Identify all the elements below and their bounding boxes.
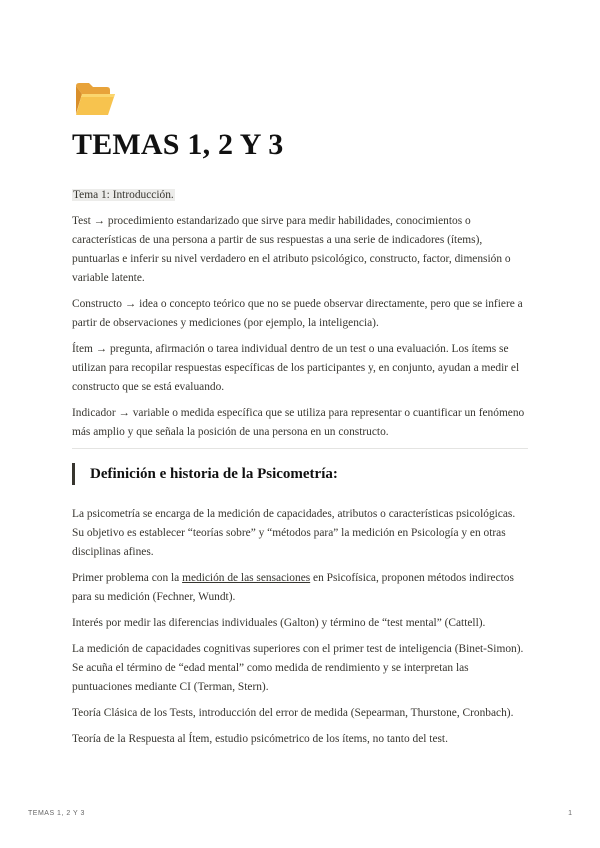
divider bbox=[72, 448, 528, 449]
footer-title: TEMAS 1, 2 Y 3 bbox=[28, 810, 85, 817]
section-heading-tema1: Tema 1: Introducción. bbox=[73, 189, 174, 201]
link-medicion-sensaciones[interactable]: medición de las sensaciones bbox=[182, 572, 311, 584]
definition-constructo: Constructo → idea o concepto teórico que no se puede observar directamente, pero que se infiere a partir de observaciones y mediciones (por ejemplo, la inteligencia). bbox=[72, 298, 523, 329]
paragraph-psicofisica: Primer problema con la medición de las sensaciones en Psicofísica, proponen métodos indirectos para su medición (Fechner, Wundt). bbox=[72, 572, 514, 603]
definition-indicador: Indicador → variable o medida específica que se utiliza para representar o cuantificar un fenómeno más amplio y que señala la posición de una persona en un constructo. bbox=[72, 407, 525, 438]
paragraph-tri: Teoría de la Respuesta al Ítem, estudio psicómetrico de los ítems, no tanto del test. bbox=[72, 733, 448, 745]
definition-test: Test → procedimiento estandarizado que sirve para medir habilidades, conocimientos o características de una persona a partir de sus respuestas a una serie de indicadores (ítems), puntuarlas e inferir su nivel verdadero en el atributo psicológico, constructo, factor, dimensión o variable latente. bbox=[72, 215, 511, 284]
page-number: 1 bbox=[568, 810, 572, 817]
definition-item: Ítem → pregunta, afirmación o tarea individual dentro de un test o una evaluación. Los ítems se utilizan para recopilar respuestas específicas de los participantes y, en conjunto, ayudan a medir el constructo que se está evaluando. bbox=[72, 343, 520, 393]
page-title: TEMAS 1, 2 Y 3 bbox=[72, 128, 284, 161]
paragraph-tct: Teoría Clásica de los Tests, introducción del error de medida (Sepearman, Thurstone, Cronbach). bbox=[72, 707, 514, 719]
page-content bbox=[72, 186, 528, 756]
paragraph-psicometria-definition: La psicometría se encarga de la medición de capacidades, atributos o características psicológicas. Su objetivo es establecer “teorías sobre” y “métodos para” la medición en Psicología y en otras disciplinas afines. bbox=[72, 508, 516, 558]
section-heading-psicometria: Definición e historia de la Psicometría: bbox=[72, 463, 528, 485]
open-folder-icon bbox=[74, 80, 116, 118]
paragraph-galton: Interés por medir las diferencias individuales (Galton) y término de “test mental” (Cattell). bbox=[72, 617, 486, 629]
paragraph-binet: La medición de capacidades cognitivas superiores con el primer test de inteligencia (Binet-Simon). Se acuña el término de “edad mental” como medida de rendimiento y se interpretan las puntuaciones mediante CI (Terman, Stern). bbox=[72, 643, 524, 693]
